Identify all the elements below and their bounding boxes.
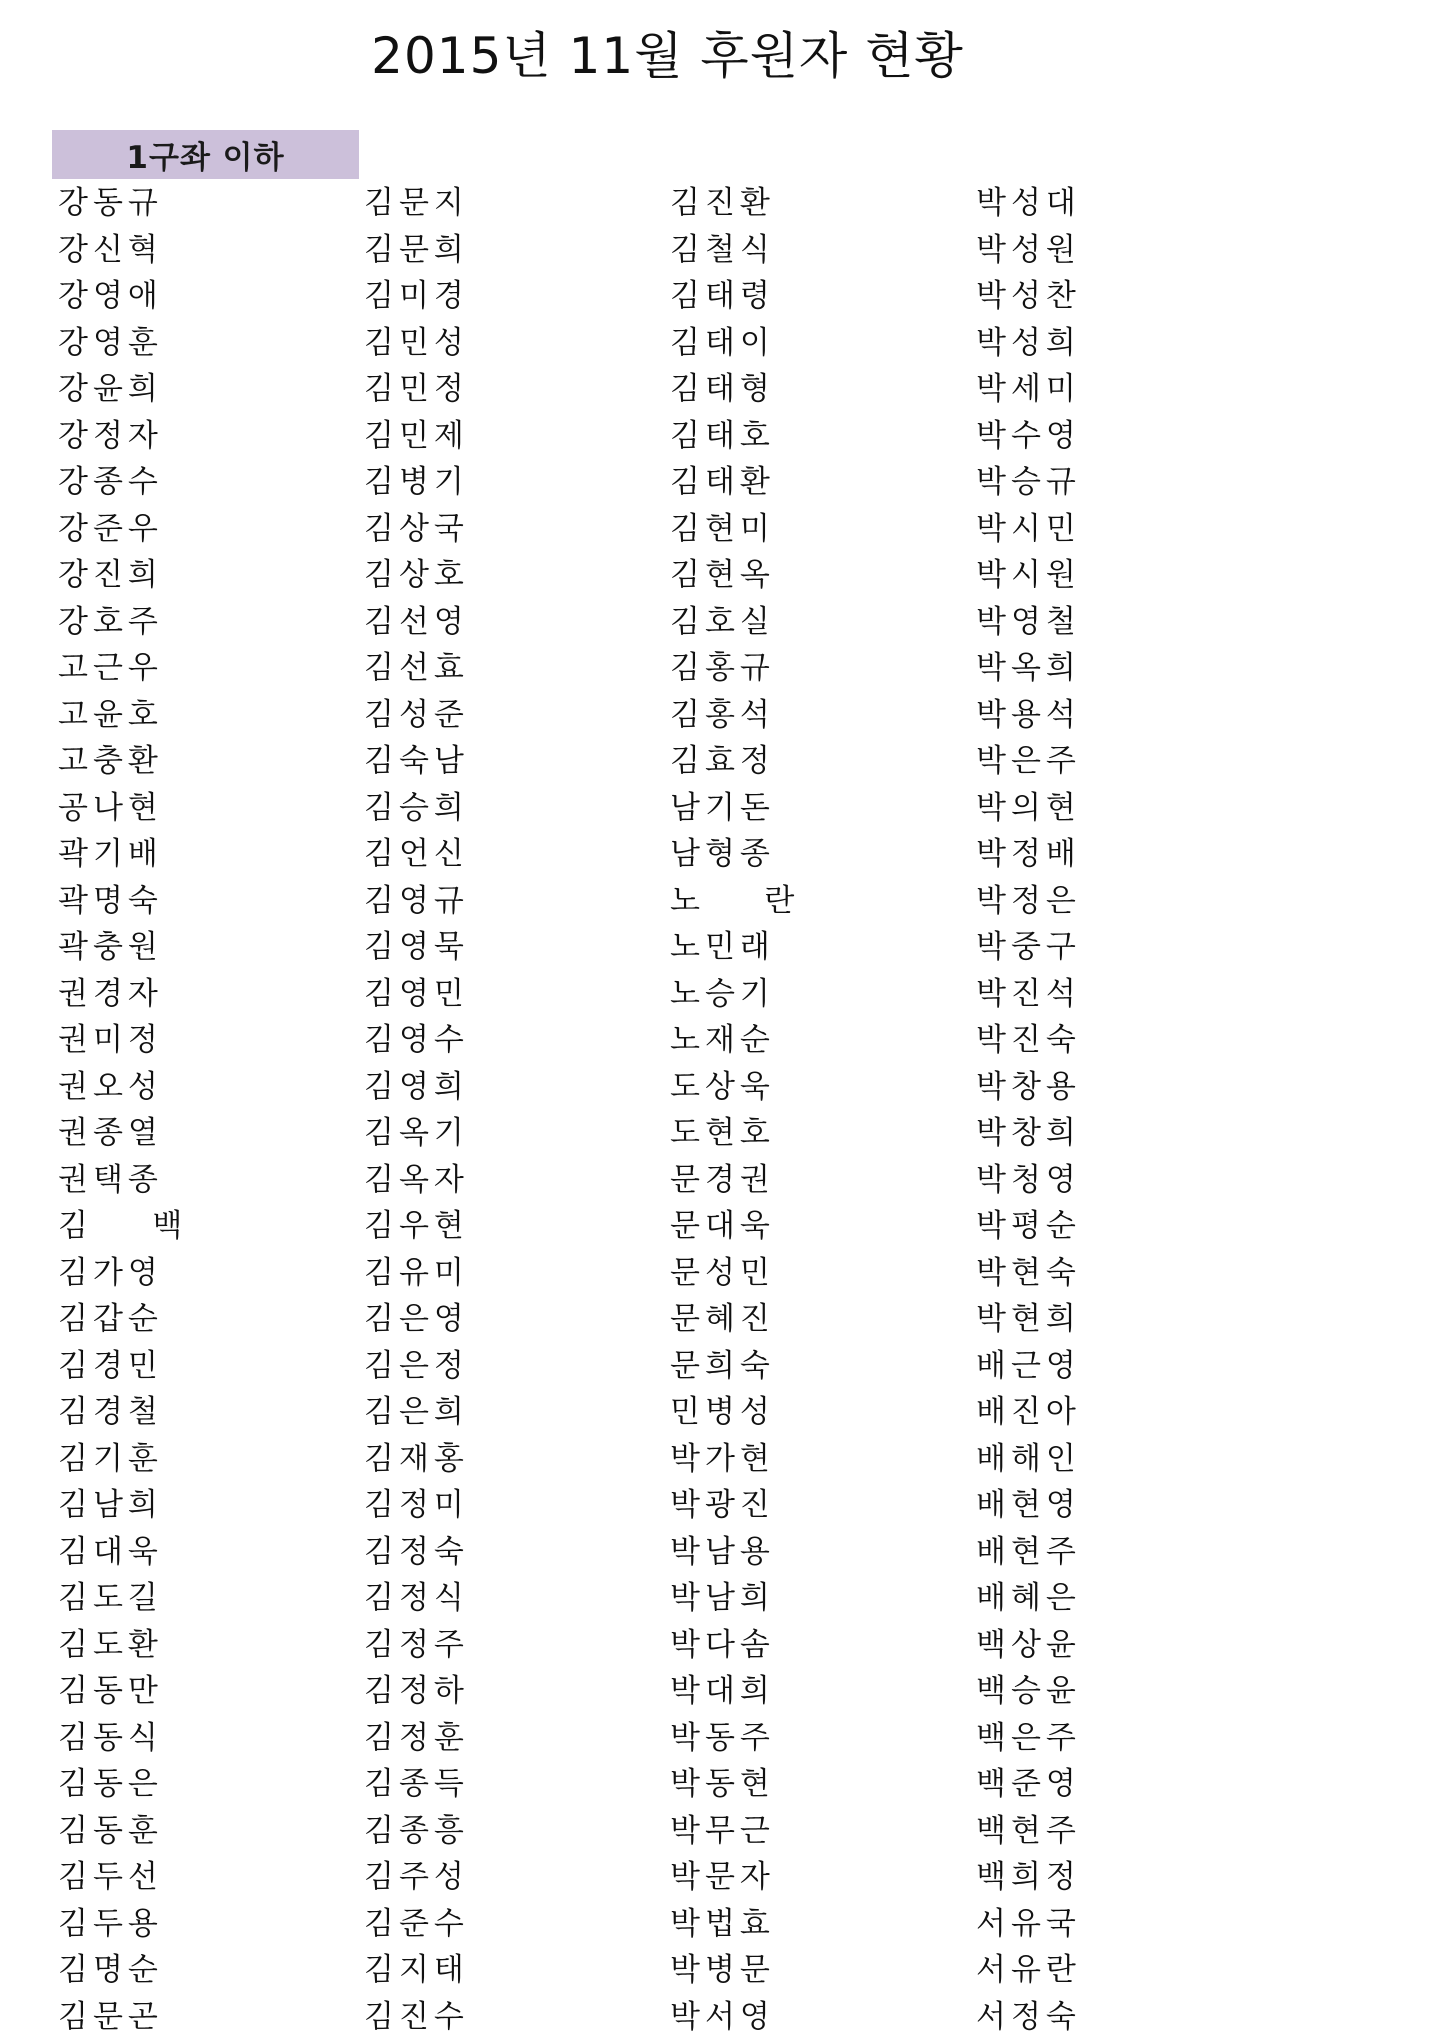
donor-name: 김명순 <box>58 1947 187 1994</box>
donor-name: 김영수 <box>364 1017 469 1064</box>
donor-name: 김문희 <box>364 227 469 274</box>
donor-name: 배현주 <box>976 1529 1081 1576</box>
donor-name: 김승희 <box>364 785 469 832</box>
donor-name: 박영철 <box>976 599 1081 646</box>
donor-name: 김경민 <box>58 1343 187 1390</box>
donor-name: 김동만 <box>58 1668 187 1715</box>
donor-name: 노 란 <box>670 878 799 925</box>
donor-name: 강영훈 <box>58 320 187 367</box>
donor-name: 김상국 <box>364 506 469 553</box>
donor-name: 김민정 <box>364 366 469 413</box>
donor-name: 김선효 <box>364 645 469 692</box>
donor-name: 곽기배 <box>58 831 187 878</box>
donor-name: 김정주 <box>364 1622 469 1669</box>
donor-name: 박수영 <box>976 413 1081 460</box>
donor-name: 김홍규 <box>670 645 799 692</box>
donor-name: 박성원 <box>976 227 1081 274</box>
donor-name: 김상호 <box>364 552 469 599</box>
donor-name: 김준수 <box>364 1901 469 1948</box>
donor-name: 김숙남 <box>364 738 469 785</box>
donor-name: 서유국 <box>976 1901 1081 1948</box>
donor-name: 고윤호 <box>58 692 187 739</box>
donor-name: 권미정 <box>58 1017 187 1064</box>
donor-name: 김도길 <box>58 1575 187 1622</box>
donor-name: 김동은 <box>58 1761 187 1808</box>
donor-name: 김유미 <box>364 1250 469 1297</box>
donor-name: 강윤희 <box>58 366 187 413</box>
donor-name: 노승기 <box>670 971 799 1018</box>
donor-name: 김갑순 <box>58 1296 187 1343</box>
donor-name: 김주성 <box>364 1854 469 1901</box>
donor-name: 김우현 <box>364 1203 469 1250</box>
donor-name: 김영규 <box>364 878 469 925</box>
donor-name: 김정미 <box>364 1482 469 1529</box>
donor-name: 박무근 <box>670 1808 799 1855</box>
donor-name: 백희정 <box>976 1854 1081 1901</box>
donor-name: 김옥자 <box>364 1157 469 1204</box>
donor-name: 박진석 <box>976 971 1081 1018</box>
donor-name: 강진희 <box>58 552 187 599</box>
donor-name: 김두용 <box>58 1901 187 1948</box>
donor-name: 강종수 <box>58 459 187 506</box>
donor-name: 박정배 <box>976 831 1081 878</box>
donor-name: 도상욱 <box>670 1064 799 1111</box>
donor-name: 박정은 <box>976 878 1081 925</box>
donor-name: 김언신 <box>364 831 469 878</box>
donor-name: 박시원 <box>976 552 1081 599</box>
donor-name: 권종열 <box>58 1110 187 1157</box>
donor-name: 김홍석 <box>670 692 799 739</box>
donor-name: 김문곤 <box>58 1994 187 2040</box>
donor-name: 김태환 <box>670 459 799 506</box>
donor-name: 도현호 <box>670 1110 799 1157</box>
donor-name: 노민래 <box>670 924 799 971</box>
donor-name: 배해인 <box>976 1436 1081 1483</box>
donor-name: 문혜진 <box>670 1296 799 1343</box>
donor-name: 김영민 <box>364 971 469 1018</box>
donor-name: 김영희 <box>364 1064 469 1111</box>
donor-name: 박성희 <box>976 320 1081 367</box>
donor-name: 김현미 <box>670 506 799 553</box>
donor-name: 공나현 <box>58 785 187 832</box>
donor-name: 강호주 <box>58 599 187 646</box>
donor-name: 김민성 <box>364 320 469 367</box>
donor-name: 노재순 <box>670 1017 799 1064</box>
donor-name: 김정숙 <box>364 1529 469 1576</box>
donor-name: 강영애 <box>58 273 187 320</box>
donor-column-4 <box>976 180 1081 2040</box>
donor-name: 김경철 <box>58 1389 187 1436</box>
donor-name: 고충환 <box>58 738 187 785</box>
donor-name: 김은희 <box>364 1389 469 1436</box>
donor-name: 박창희 <box>976 1110 1081 1157</box>
donor-name: 김진수 <box>364 1994 469 2040</box>
donor-name: 권택종 <box>58 1157 187 1204</box>
donor-name: 백은주 <box>976 1715 1081 1762</box>
donor-name: 박현숙 <box>976 1250 1081 1297</box>
donor-name: 김문지 <box>364 180 469 227</box>
donor-name: 문경권 <box>670 1157 799 1204</box>
donor-name: 박세미 <box>976 366 1081 413</box>
donor-name: 박법효 <box>670 1901 799 1948</box>
donor-name: 배혜은 <box>976 1575 1081 1622</box>
donor-name: 박다솜 <box>670 1622 799 1669</box>
donor-name: 김동훈 <box>58 1808 187 1855</box>
donor-name: 김태호 <box>670 413 799 460</box>
donor-name: 박가현 <box>670 1436 799 1483</box>
donor-name: 박남용 <box>670 1529 799 1576</box>
donor-name: 남기돈 <box>670 785 799 832</box>
donor-column-1 <box>58 180 187 2040</box>
donor-name: 곽명숙 <box>58 878 187 925</box>
donor-name: 고근우 <box>58 645 187 692</box>
donor-column-3 <box>670 180 799 2040</box>
donor-name: 강정자 <box>58 413 187 460</box>
donor-name: 박대희 <box>670 1668 799 1715</box>
donor-name: 김태령 <box>670 273 799 320</box>
donor-name: 박동현 <box>670 1761 799 1808</box>
donor-name: 박시민 <box>976 506 1081 553</box>
donor-name: 박옥희 <box>976 645 1081 692</box>
donor-name: 김정훈 <box>364 1715 469 1762</box>
donor-name: 백준영 <box>976 1761 1081 1808</box>
donor-name: 김도환 <box>58 1622 187 1669</box>
donor-column-2 <box>364 180 469 2040</box>
donor-name: 배근영 <box>976 1343 1081 1390</box>
donor-name: 박현희 <box>976 1296 1081 1343</box>
donor-name: 김호실 <box>670 599 799 646</box>
donor-name: 김가영 <box>58 1250 187 1297</box>
donor-name: 민병성 <box>670 1389 799 1436</box>
donor-name: 김지태 <box>364 1947 469 1994</box>
donor-name: 문성민 <box>670 1250 799 1297</box>
donor-name: 김정하 <box>364 1668 469 1715</box>
donor-name: 곽충원 <box>58 924 187 971</box>
donor-name: 김진환 <box>670 180 799 227</box>
donor-name: 박동주 <box>670 1715 799 1762</box>
donor-name: 김대욱 <box>58 1529 187 1576</box>
donor-name: 김 백 <box>58 1203 187 1250</box>
donor-name: 강신혁 <box>58 227 187 274</box>
donor-name: 박병문 <box>670 1947 799 1994</box>
donor-name: 박광진 <box>670 1482 799 1529</box>
donor-name: 박남희 <box>670 1575 799 1622</box>
donor-name: 박용석 <box>976 692 1081 739</box>
donor-name: 박진숙 <box>976 1017 1081 1064</box>
donor-name: 김재홍 <box>364 1436 469 1483</box>
donor-name: 서정숙 <box>976 1994 1081 2040</box>
donor-name: 배현영 <box>976 1482 1081 1529</box>
donor-name: 박청영 <box>976 1157 1081 1204</box>
donor-name: 김선영 <box>364 599 469 646</box>
donor-name: 배진아 <box>976 1389 1081 1436</box>
donor-name: 백상윤 <box>976 1622 1081 1669</box>
donor-name: 백승윤 <box>976 1668 1081 1715</box>
donor-name: 김종흥 <box>364 1808 469 1855</box>
page-title: 2015년 11월 후원자 현황 <box>0 16 1335 88</box>
donor-name: 박승규 <box>976 459 1081 506</box>
donor-name: 김영묵 <box>364 924 469 971</box>
donor-name: 김효정 <box>670 738 799 785</box>
donor-name: 김동식 <box>58 1715 187 1762</box>
donor-name: 박창용 <box>976 1064 1081 1111</box>
donor-name: 김철식 <box>670 227 799 274</box>
donor-name: 김민제 <box>364 413 469 460</box>
donor-name: 김미경 <box>364 273 469 320</box>
section-header: 1구좌 이하 <box>52 130 359 179</box>
donor-name: 박성찬 <box>976 273 1081 320</box>
donor-name: 김은정 <box>364 1343 469 1390</box>
donor-name: 김현옥 <box>670 552 799 599</box>
donor-name: 박은주 <box>976 738 1081 785</box>
donor-name: 박중구 <box>976 924 1081 971</box>
donor-name: 문희숙 <box>670 1343 799 1390</box>
donor-name: 박평순 <box>976 1203 1081 1250</box>
donor-name: 김옥기 <box>364 1110 469 1157</box>
donor-name: 김기훈 <box>58 1436 187 1483</box>
donor-name: 박문자 <box>670 1854 799 1901</box>
donor-name: 김종득 <box>364 1761 469 1808</box>
donor-name: 박성대 <box>976 180 1081 227</box>
donor-name: 백현주 <box>976 1808 1081 1855</box>
donor-name: 박서영 <box>670 1994 799 2040</box>
donor-name: 김정식 <box>364 1575 469 1622</box>
donor-name: 김태형 <box>670 366 799 413</box>
donor-name: 김태이 <box>670 320 799 367</box>
donor-name: 김남희 <box>58 1482 187 1529</box>
donor-name: 강준우 <box>58 506 187 553</box>
donor-name: 김병기 <box>364 459 469 506</box>
donor-name: 김성준 <box>364 692 469 739</box>
donor-name: 서유란 <box>976 1947 1081 1994</box>
donor-name: 권경자 <box>58 971 187 1018</box>
donor-name: 강동규 <box>58 180 187 227</box>
donor-name: 남형종 <box>670 831 799 878</box>
donor-name: 문대욱 <box>670 1203 799 1250</box>
donor-name: 박의현 <box>976 785 1081 832</box>
donor-name: 김은영 <box>364 1296 469 1343</box>
donor-name-columns <box>0 180 1433 2032</box>
donor-name: 김두선 <box>58 1854 187 1901</box>
donor-name: 권오성 <box>58 1064 187 1111</box>
